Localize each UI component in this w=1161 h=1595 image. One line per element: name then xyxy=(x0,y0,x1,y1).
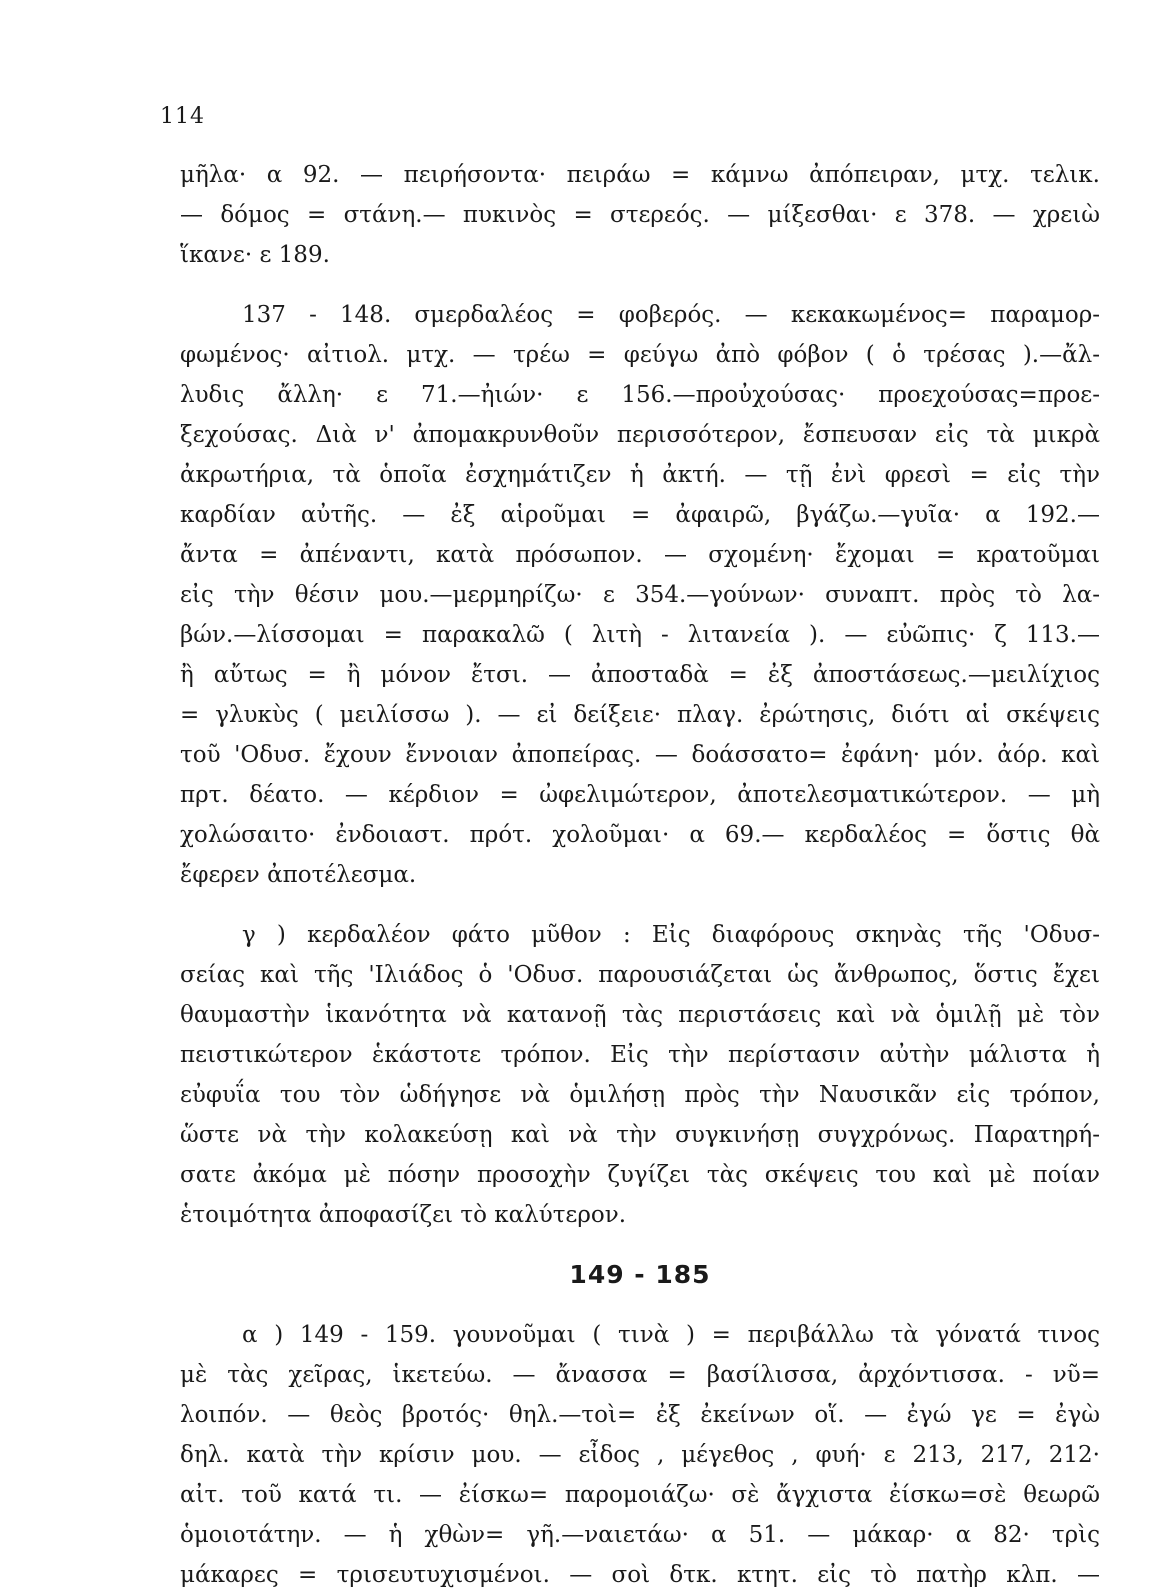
page-body xyxy=(180,155,1100,1595)
text-line: λοιπόν. — θεὸς βροτός· θηλ.—τοὶ= ἐξ ἐκείνων οἵ. — ἐγώ γε = ἐγὼ xyxy=(180,1402,1100,1428)
text-line: ἀκρωτήρια, τὰ ὁποῖα ἐσχημάτιζεν ἡ ἀκτή. — τῇ ἐνὶ φρεσὶ = εἰς τὴν xyxy=(180,462,1100,488)
text-line: 137 - 148. σμερδαλέος = φοβερός. — κεκακωμένος= παραμορ- xyxy=(242,302,1100,328)
text-line: ἵκανε· ε 189. xyxy=(180,242,330,268)
text-line: πρτ. δέατο. — κέρδιον = ὠφελιμώτερον, ἀποτελεσματικώτερον. — μὴ xyxy=(180,782,1100,808)
spacer xyxy=(180,895,1100,915)
text-line: ὥστε νὰ τὴν κολακεύσῃ καὶ νὰ τὴν συγκινήσῃ συγχρόνως. Παρατηρή- xyxy=(180,1122,1100,1148)
text-line: καρδίαν αὐτῆς. — ἐξ αἱροῦμαι = ἀφαιρῶ, βγάζω.—γυῖα· α 192.— xyxy=(180,502,1100,528)
text-line: σείας καὶ τῆς 'Ιλιάδος ὁ 'Οδυσ. παρουσιάζεται ὡς ἄνθρωπος, ὅστις ἔχει xyxy=(180,962,1100,988)
spacer xyxy=(180,1235,1100,1255)
text-line: ἔφερεν ἀποτέλεσμα. xyxy=(180,862,417,888)
text-line: μὲ τὰς χεῖρας, ἱκετεύω. — ἄνασσα = βασίλισσα, ἀρχόντισσα. - νῦ= xyxy=(180,1362,1100,1388)
text-line: μάκαρες = τρισευτυχισμένοι. — σοὶ δτκ. κτητ. εἰς τὸ πατὴρ κλπ. — xyxy=(180,1562,1100,1588)
text-line: τοῦ 'Οδυσ. ἔχουν ἔννοιαν ἀποπείρας. — δοάσσατο= ἐφάνη· μόν. ἀόρ. καὶ xyxy=(180,742,1100,768)
section-heading: 149 - 185 xyxy=(569,1260,711,1289)
text-line: ἑτοιμότητα ἀποφασίζει τὸ καλύτερον. xyxy=(180,1202,627,1228)
spacer xyxy=(180,1295,1100,1315)
text-line: βών.—λίσσομαι = παρακαλῶ ( λιτὴ - λιτανεία ). — εὐῶπις· ζ 113.— xyxy=(180,622,1100,648)
text-line: φωμένος· αἰτιολ. μτχ. — τρέω = φεύγω ἀπὸ φόβον ( ὁ τρέσας ).—ἄλ- xyxy=(180,342,1100,368)
text-line: — δόμος = στάνη.— πυκινὸς = στερεός. — μίξεσθαι· ε 378. — χρειὼ xyxy=(180,202,1100,228)
text-line: εὐφυΐα του τὸν ὡδήγησε νὰ ὁμιλήσῃ πρὸς τὴν Ναυσικᾶν εἰς τρόπον, xyxy=(180,1082,1100,1108)
text-line: ὁμοιοτάτην. — ἡ χθὼν= γῆ.—ναιετάω· α 51. — μάκαρ· α 82· τρὶς xyxy=(180,1522,1100,1548)
text-line: χολώσαιτο· ἐνδοιαστ. πρότ. χολοῦμαι· α 69.— κερδαλέος = ὅστις θὰ xyxy=(180,822,1100,848)
text-line: μῆλα· α 92. — πειρήσοντα· πειράω = κάμνω ἀπόπειραν, μτχ. τελικ. xyxy=(180,162,1100,188)
paragraph-3 xyxy=(180,915,1100,1235)
spacer xyxy=(180,275,1100,295)
text-line: ξεχούσας. Διὰ ν' ἀπομακρυνθοῦν περισσότερον, ἔσπευσαν εἰς τὰ μικρὰ xyxy=(180,422,1100,448)
page-number: 114 xyxy=(160,104,205,129)
paragraph-1 xyxy=(180,155,1100,275)
text-line: γ ) κερδαλέον φάτο μῦθον : Εἰς διαφόρους σκηνὰς τῆς 'Οδυσ- xyxy=(242,922,1100,948)
text-line: λυδις ἄλλη· ε 71.—ἠιών· ε 156.—προὐχούσας· προεχούσας=προε- xyxy=(180,382,1100,408)
text-line: δηλ. κατὰ τὴν κρίσιν μου. — εἶδος , μέγεθος , φυή· ε 213, 217, 212· xyxy=(180,1442,1100,1468)
text-line: θαυμαστὴν ἱκανότητα νὰ κατανοῇ τὰς περιστάσεις καὶ νὰ ὁμιλῇ μὲ τὸν xyxy=(180,1002,1100,1028)
paragraph-4 xyxy=(180,1315,1100,1595)
text-line: = γλυκὺς ( μειλίσσω ). — εἰ δείξειε· πλαγ. ἐρώτησις, διότι αἱ σκέψεις xyxy=(180,702,1100,728)
text-line: ἢ αὔτως = ἢ μόνον ἔτσι. — ἀποσταδὰ = ἐξ ἀποστάσεως.—μειλίχιος xyxy=(180,662,1100,688)
text-line: αἰτ. τοῦ κατά τι. — ἐίσκω= παρομοιάζω· σὲ ἄγχιστα ἐίσκω=σὲ θεωρῶ xyxy=(180,1482,1100,1508)
text-line: α ) 149 - 159. γουνοῦμαι ( τινὰ ) = περιβάλλω τὰ γόνατά τινος xyxy=(242,1322,1100,1348)
text-line: σατε ἀκόμα μὲ πόσην προσοχὴν ζυγίζει τὰς σκέψεις του καὶ μὲ ποίαν xyxy=(180,1162,1100,1188)
text-line: ἄντα = ἀπέναντι, κατὰ πρόσωπον. — σχομένη· ἔχομαι = κρατοῦμαι xyxy=(180,542,1100,568)
text-line: εἰς τὴν θέσιν μου.—μερμηρίζω· ε 354.—γούνων· συναπτ. πρὸς τὸ λα- xyxy=(180,582,1100,608)
text-line: πειστικώτερον ἑκάστοτε τρόπον. Εἰς τὴν περίστασιν αὐτὴν μάλιστα ἡ xyxy=(180,1042,1100,1068)
paragraph-2 xyxy=(180,295,1100,895)
